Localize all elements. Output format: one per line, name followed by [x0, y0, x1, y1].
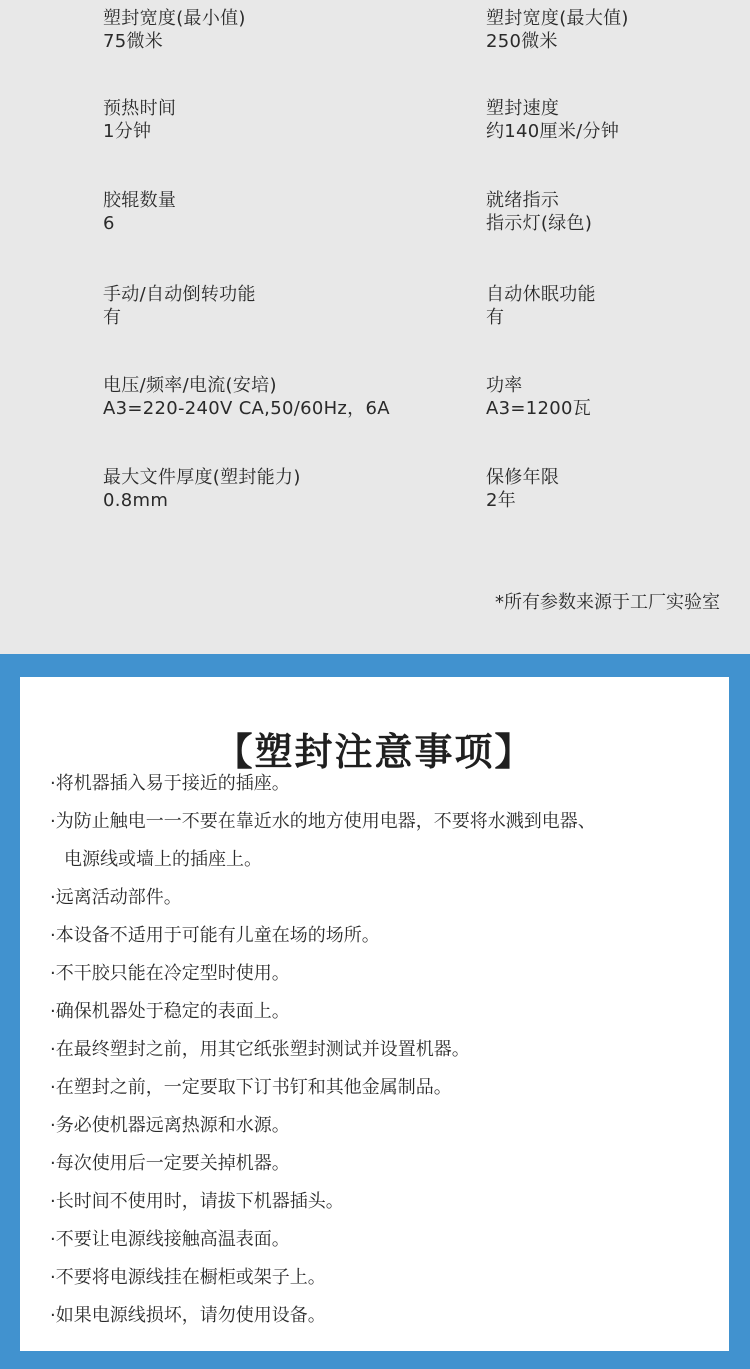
spec-value: 有 [486, 307, 505, 328]
spec-ready-indicator [486, 189, 750, 235]
spec-value: 1分钟 [103, 121, 152, 142]
notice-item: ·将机器插入易于接近的插座。 [50, 773, 290, 794]
spec-section [0, 0, 750, 654]
spec-value: 指示灯(绿色) [486, 213, 593, 234]
spec-label: 功率 [486, 375, 523, 396]
spec-value: 6 [103, 213, 115, 234]
spec-value: 有 [103, 307, 122, 328]
spec-label: 保修年限 [486, 467, 560, 488]
spec-label: 电压/频率/电流(安培) [103, 375, 277, 396]
spec-power [486, 374, 750, 420]
notice-item: ·不要将电源线挂在橱柜或架子上。 [50, 1267, 326, 1288]
spec-value: A3=220-240V CA,50/60Hz，6A [103, 398, 390, 419]
spec-voltage [103, 374, 433, 420]
notice-item: ·务必使机器远离热源和水源。 [50, 1115, 290, 1136]
spec-label: 最大文件厚度(塑封能力) [103, 467, 301, 488]
spec-preheat-time [103, 97, 433, 143]
notice-item: ·确保机器处于稳定的表面上。 [50, 1001, 290, 1022]
notice-item: ·不要让电源线接触高温表面。 [50, 1229, 290, 1250]
spec-max-thickness [103, 466, 433, 512]
notice-item: ·远离活动部件。 [50, 887, 182, 908]
notice-list [50, 765, 710, 1335]
notice-item: ·为防止触电一一不要在靠近水的地方使用电器，不要将水溅到电器、 [50, 811, 596, 832]
spec-footnote: *所有参数来源于工厂实验室 [495, 592, 720, 613]
notice-item: ·长时间不使用时，请拔下机器插头。 [50, 1191, 344, 1212]
spec-label: 就绪指示 [486, 190, 560, 211]
spec-value: 250微米 [486, 31, 558, 52]
notice-card [20, 677, 729, 1351]
spec-value: 0.8mm [103, 490, 169, 511]
spec-auto-sleep [486, 283, 750, 329]
spec-label: 塑封宽度(最小值) [103, 8, 246, 29]
spec-label: 预热时间 [103, 98, 177, 119]
spec-label: 塑封速度 [486, 98, 560, 119]
notice-item-continuation: 电源线或墙上的插座上。 [64, 849, 262, 870]
notice-item: ·在最终塑封之前，用其它纸张塑封测试并设置机器。 [50, 1039, 470, 1060]
spec-value: 2年 [486, 490, 517, 511]
spec-label: 塑封宽度(最大值) [486, 8, 629, 29]
notice-item: ·本设备不适用于可能有儿童在场的场所。 [50, 925, 380, 946]
spec-value: 约140厘米/分钟 [486, 121, 620, 142]
spec-laminating-speed [486, 97, 750, 143]
spec-label: 手动/自动倒转功能 [103, 284, 256, 305]
notice-item: ·在塑封之前，一定要取下订书钉和其他金属制品。 [50, 1077, 452, 1098]
notice-item: ·不干胶只能在冷定型时使用。 [50, 963, 290, 984]
spec-reverse-function [103, 283, 433, 329]
notice-item: ·每次使用后一定要关掉机器。 [50, 1153, 290, 1174]
spec-min-width [103, 7, 433, 53]
spec-max-width [486, 7, 750, 53]
spec-warranty [486, 466, 750, 512]
notice-section [0, 654, 750, 1369]
spec-value: A3=1200瓦 [486, 398, 592, 419]
spec-value: 75微米 [103, 31, 164, 52]
notice-item: ·如果电源线损坏，请勿使用设备。 [50, 1305, 326, 1326]
spec-roller-count [103, 189, 433, 235]
spec-label: 自动休眠功能 [486, 284, 596, 305]
notice-title: 【塑封注意事项】 [214, 730, 535, 774]
spec-label: 胶辊数量 [103, 190, 177, 211]
